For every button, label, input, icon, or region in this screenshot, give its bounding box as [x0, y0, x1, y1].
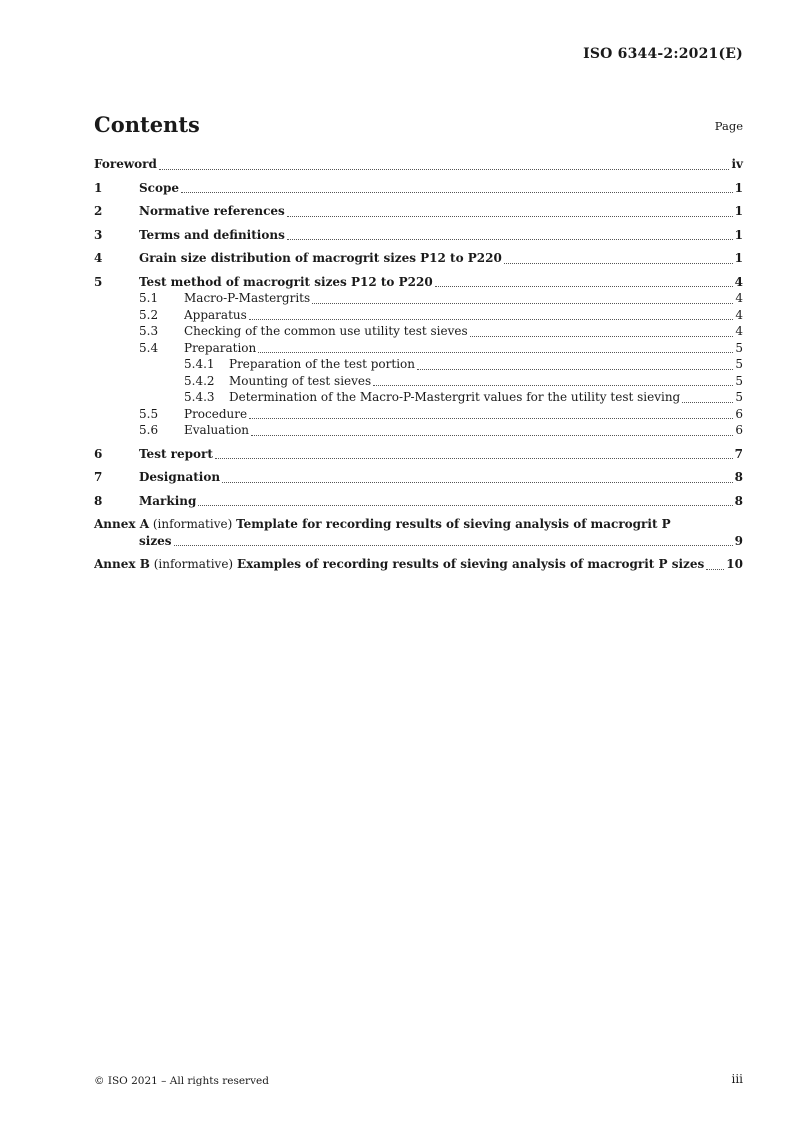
toc-entry-5-2[interactable] — [94, 307, 743, 324]
toc-title: Macro-P-Mastergrits — [184, 291, 311, 305]
dot-leader — [222, 482, 733, 483]
dot-leader — [159, 169, 730, 170]
toc-number: 5.4.1 — [184, 357, 215, 371]
toc-title: Designation — [139, 470, 221, 484]
toc-page: 4 — [734, 274, 743, 289]
toc-page: 1 — [734, 227, 743, 242]
toc-entry-8[interactable] — [94, 493, 743, 510]
toc-page: 5 — [735, 357, 743, 371]
annex-b-text — [94, 556, 704, 573]
dot-leader — [249, 319, 734, 320]
toc-entry-1[interactable] — [94, 180, 743, 197]
toc-title: Grain size distribution of macrogrit sizes P12 to P220 — [139, 251, 502, 265]
toc-page: 7 — [734, 446, 743, 461]
dot-leader — [373, 385, 733, 386]
toc-title: Procedure — [184, 406, 248, 421]
toc-number: 5.6 — [139, 423, 159, 437]
toc-entry-foreword[interactable] — [94, 156, 743, 173]
toc-entry-5-1[interactable] — [94, 290, 743, 307]
toc-page: 4 — [735, 307, 743, 322]
toc-entry-5-3[interactable] — [94, 323, 743, 340]
toc-number: 5.4 — [139, 340, 159, 355]
dot-leader — [215, 458, 733, 459]
annex-title: Template for recording results of sieving analysis of macrogrit P — [236, 517, 671, 531]
toc-title: Apparatus — [184, 307, 247, 322]
toc-title: Test method of macrogrit sizes P12 to P220 — [139, 274, 433, 289]
annex-label: Annex A — [94, 517, 150, 531]
toc-page: 1 — [734, 204, 743, 218]
dot-leader — [417, 369, 733, 370]
toc-title: Terms and definitions — [139, 227, 285, 242]
toc-page: 5 — [735, 390, 743, 404]
toc-title: Preparation — [184, 340, 257, 355]
toc-title: Mounting of test sieves — [229, 373, 372, 388]
toc-number: 6 — [94, 446, 103, 461]
table-of-contents — [94, 156, 743, 573]
dot-leader — [287, 216, 733, 217]
toc-number: 5.2 — [139, 307, 159, 322]
dot-leader — [181, 192, 733, 193]
toc-entry-6[interactable] — [94, 446, 743, 463]
toc-entry-5-6[interactable] — [94, 422, 743, 439]
page-column-label: Page — [714, 119, 743, 133]
toc-entry-5-4[interactable] — [94, 340, 743, 357]
toc-title: Checking of the common use utility test sieves — [184, 324, 468, 338]
dot-leader — [287, 239, 733, 240]
toc-number: 4 — [94, 251, 103, 265]
toc-number: 8 — [94, 493, 103, 508]
toc-entry-3[interactable] — [94, 227, 743, 244]
toc-page: 4 — [735, 291, 743, 305]
toc-entry-5-5[interactable] — [94, 406, 743, 423]
toc-title: Scope — [139, 180, 180, 195]
toc-entry-7[interactable] — [94, 469, 743, 486]
toc-page: 5 — [735, 340, 743, 355]
toc-page: 1 — [734, 180, 743, 195]
dot-leader — [251, 435, 733, 436]
toc-entry-2[interactable] — [94, 203, 743, 220]
toc-page: 6 — [735, 423, 743, 437]
document-code: ISO 6344-2:2021(E) — [583, 46, 743, 62]
toc-title: Evaluation — [184, 423, 250, 437]
toc-page: iv — [731, 157, 743, 171]
toc-number: 5.4.3 — [184, 390, 215, 404]
toc-number: 5.4.2 — [184, 373, 215, 388]
dot-leader — [682, 402, 733, 403]
toc-page: 8 — [734, 470, 743, 484]
page-number: iii — [731, 1072, 743, 1086]
toc-title: Foreword — [94, 157, 157, 171]
dot-leader — [470, 336, 734, 337]
dot-leader — [435, 286, 733, 287]
toc-page: 6 — [735, 406, 743, 421]
toc-number: 1 — [94, 180, 103, 195]
toc-number: 5.1 — [139, 291, 159, 305]
page-title: Contents — [94, 112, 200, 137]
toc-page: 8 — [734, 493, 743, 508]
annex-a-line2 — [94, 533, 743, 550]
toc-entry-5-4-2[interactable] — [94, 373, 743, 390]
dot-leader — [258, 352, 733, 353]
annex-title: Examples of recording results of sieving analysis of macrogrit P sizes — [236, 557, 705, 571]
toc-number: 5 — [94, 274, 103, 289]
dot-leader — [198, 505, 732, 506]
toc-entry-annex-b[interactable] — [94, 556, 743, 573]
toc-number: 5.3 — [139, 324, 159, 338]
toc-entry-5-4-3[interactable] — [94, 389, 743, 406]
toc-page: 5 — [735, 373, 743, 388]
toc-entry-5[interactable] — [94, 274, 743, 291]
dot-leader — [174, 545, 733, 546]
toc-title: Determination of the Macro-P-Mastergrit values for the utility test sieving — [229, 390, 681, 404]
toc-number: 5.5 — [139, 406, 159, 421]
dot-leader — [249, 418, 733, 419]
dot-leader — [504, 263, 733, 264]
toc-entry-5-4-1[interactable] — [94, 356, 743, 373]
toc-title: Preparation of the test portion — [229, 357, 415, 371]
toc-entry-4[interactable] — [94, 250, 743, 267]
annex-label: Annex B — [94, 557, 150, 571]
toc-number: 2 — [94, 204, 103, 218]
dot-leader — [312, 303, 733, 304]
annex-kind: (informative) — [153, 557, 234, 571]
copyright-notice: © ISO 2021 – All rights reserved — [94, 1075, 269, 1087]
toc-title: Test report — [139, 446, 213, 461]
toc-page: 10 — [726, 557, 743, 571]
dot-leader — [706, 569, 724, 570]
toc-page: 1 — [734, 251, 743, 265]
annex-a-line1 — [94, 516, 743, 533]
toc-title: Marking — [139, 493, 197, 508]
toc-page: 9 — [734, 533, 743, 548]
annex-title-continued: sizes — [139, 533, 172, 548]
toc-number: 3 — [94, 227, 103, 242]
toc-number: 7 — [94, 470, 103, 484]
toc-entry-annex-a[interactable] — [94, 516, 743, 549]
toc-title: Normative references — [139, 204, 285, 218]
annex-kind: (informative) — [152, 517, 233, 531]
toc-page: 4 — [735, 324, 743, 338]
